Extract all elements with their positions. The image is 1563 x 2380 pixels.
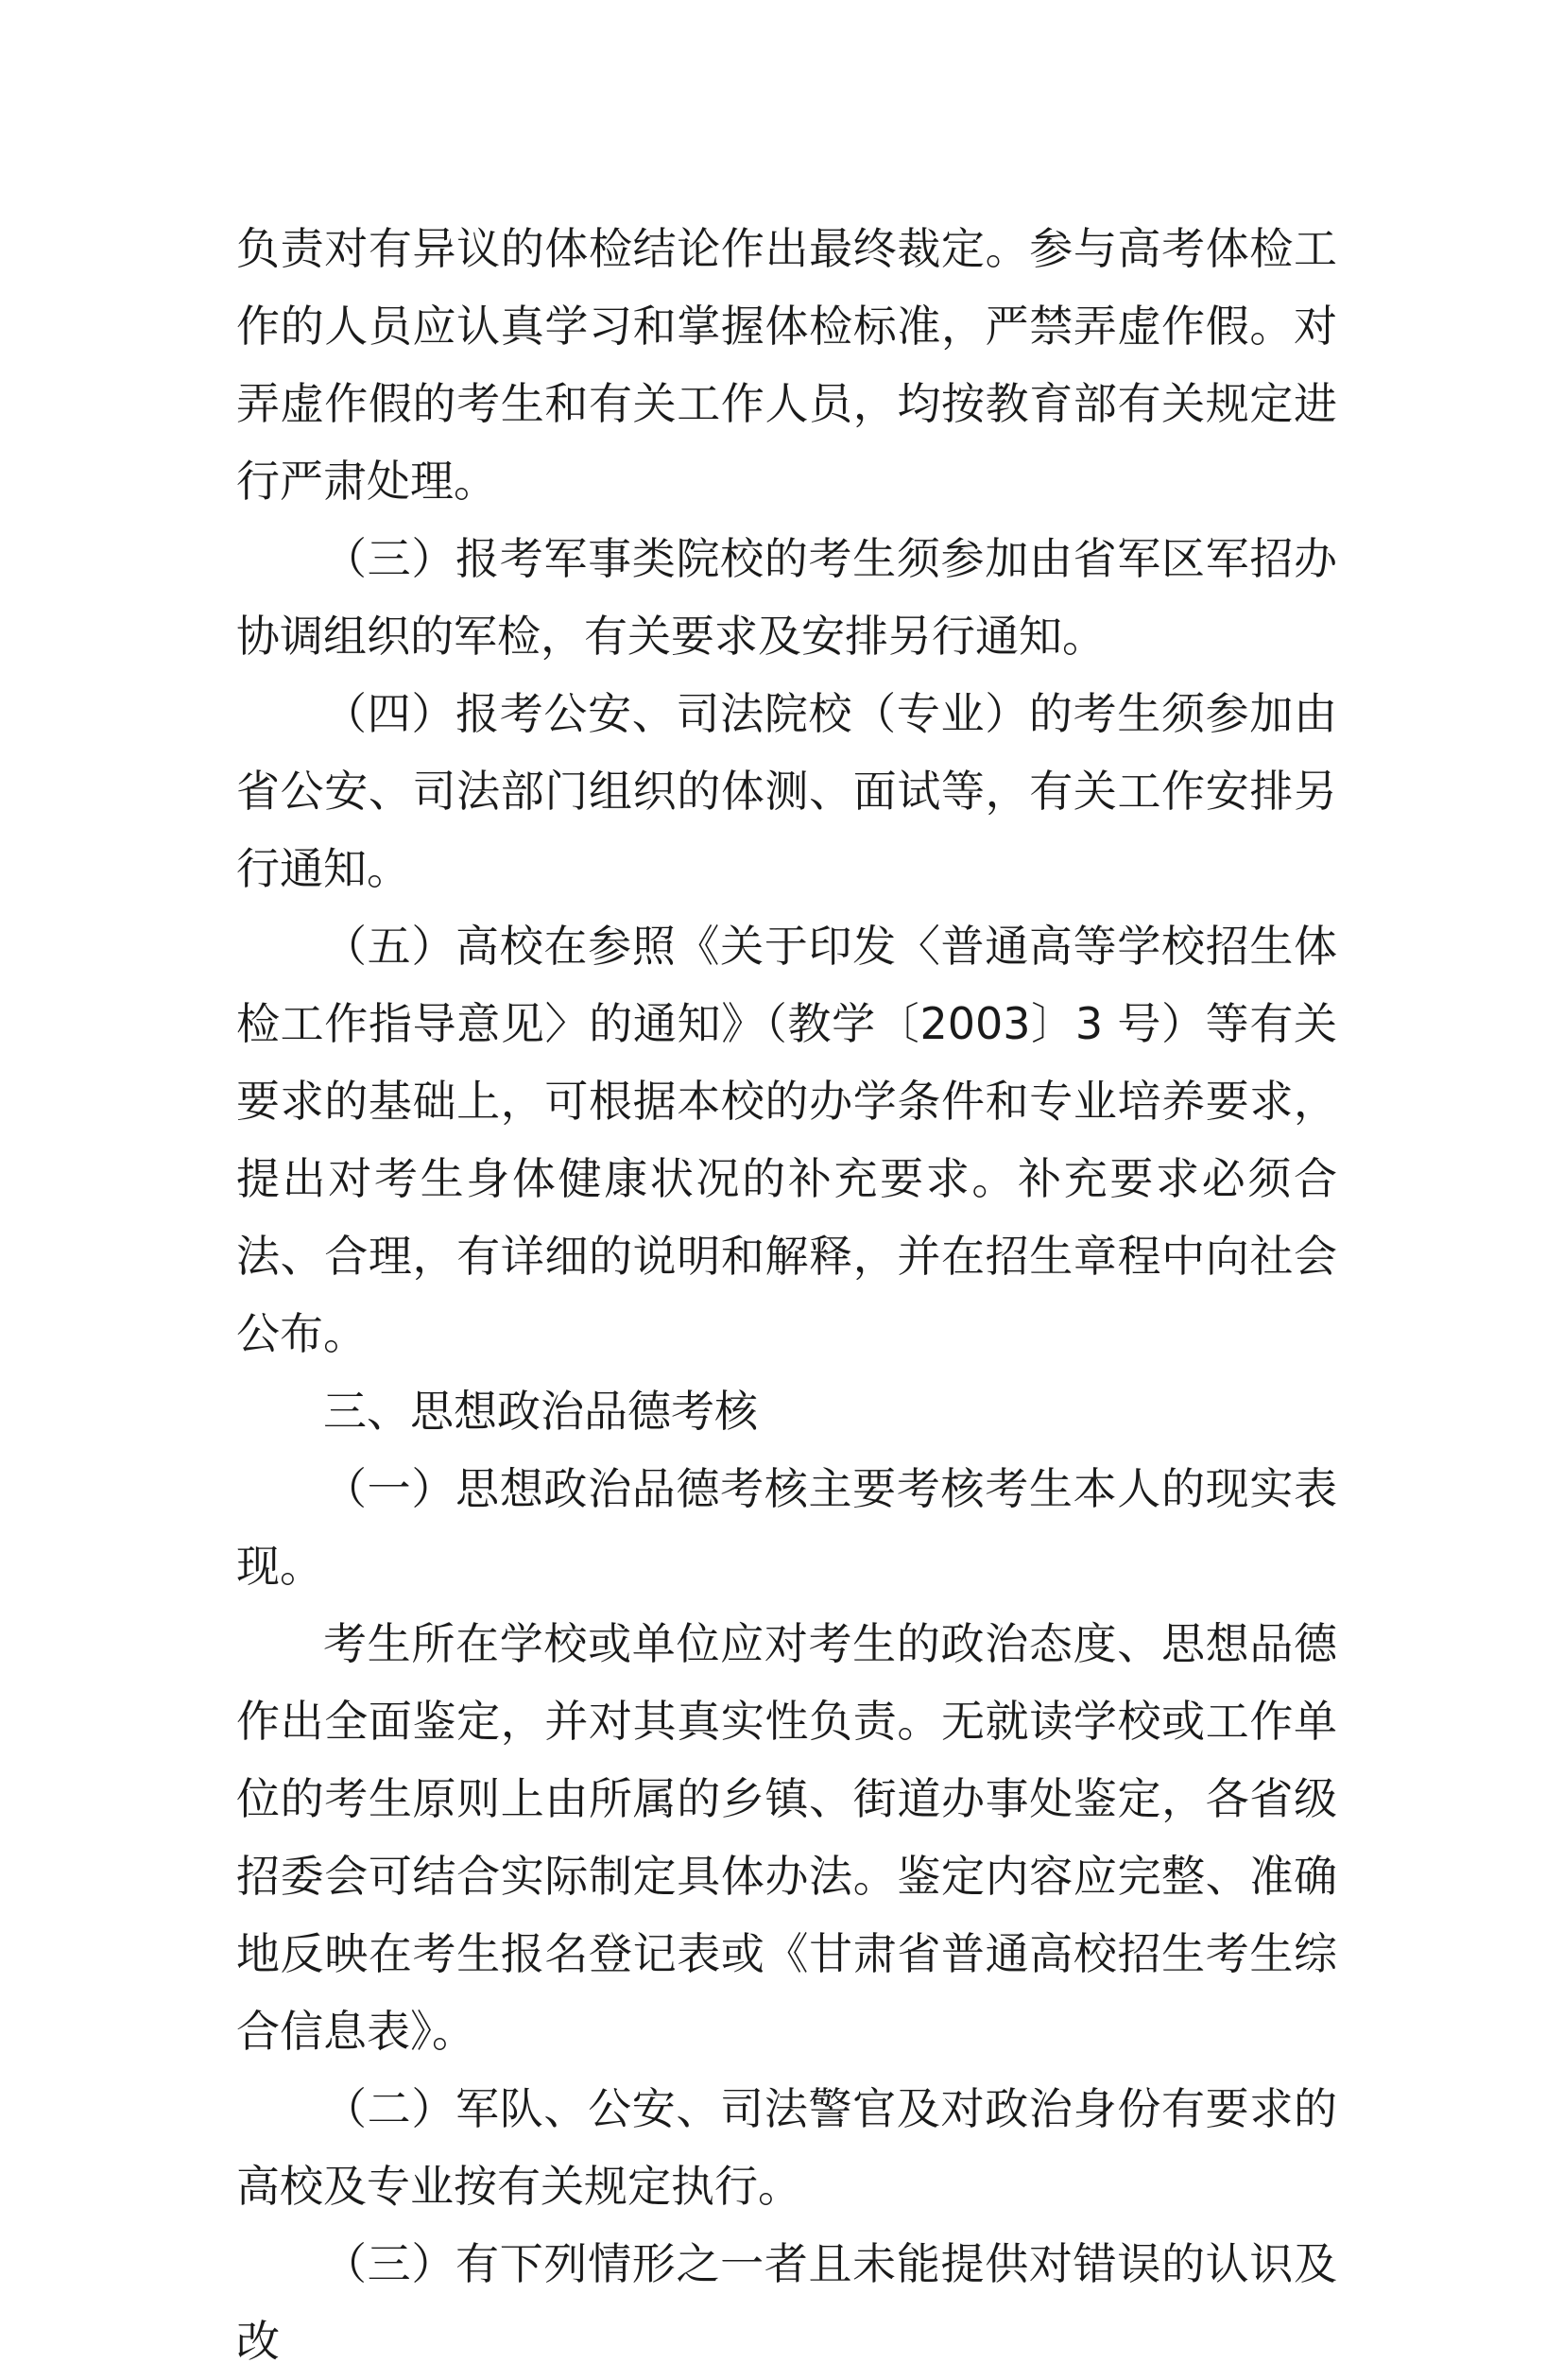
paragraph-university-requirements: （五）高校在参照《关于印发〈普通高等学校招生体检工作指导意见〉的通知》（教学〔2003〕3 号）等有关要求的基础上，可根据本校的办学条件和专业培养要求，提出对考生身体健康状况的补充要求。补充要求必须合法、合理，有详细的说明和解释，并在招生章程中向社会公布。 — [236, 921, 1337, 1359]
paragraph-disqualifying-circumstances: （三）有下列情形之一者且未能提供对错误的认识及改 — [236, 2238, 1337, 2367]
section-heading-political-assessment: 三、思想政治品德考核 — [323, 1386, 758, 1437]
paragraph-physical-exam-conclusion: 负责对有异议的体检结论作出最终裁定。参与高考体检工作的人员应认真学习和掌握体检标准，严禁弄虚作假。对弄虚作假的考生和有关工作人员，均按教育部有关规定进行严肃处理。 — [236, 223, 1337, 507]
paragraph-special-institutions: （二）军队、公安、司法警官及对政治身份有要求的高校及专业按有关规定执行。 — [236, 2083, 1337, 2212]
document-body — [236, 210, 1337, 2380]
paragraph-military-exam: （三）报考军事类院校的考生须参加由省军区军招办协调组织的军检，有关要求及安排另行通知。 — [236, 533, 1337, 662]
paragraph-assessment-scope: （一）思想政治品德考核主要考核考生本人的现实表现。 — [236, 1463, 1337, 1592]
paragraph-police-judicial-exam: （四）报考公安、司法院校（专业）的考生须参加由省公安、司法部门组织的体测、面试等，有关工作安排另行通知。 — [236, 688, 1337, 894]
paragraph-assessment-procedure: 考生所在学校或单位应对考生的政治态度、思想品德作出全面鉴定，并对其真实性负责。无就读学校或工作单位的考生原则上由所属的乡镇、街道办事处鉴定，各省级招委会可结合实际制定具体办法。鉴定内容应完整、准确地反映在考生报名登记表或《甘肃省普通高校招生考生综合信息表》。 — [236, 1618, 1337, 2057]
